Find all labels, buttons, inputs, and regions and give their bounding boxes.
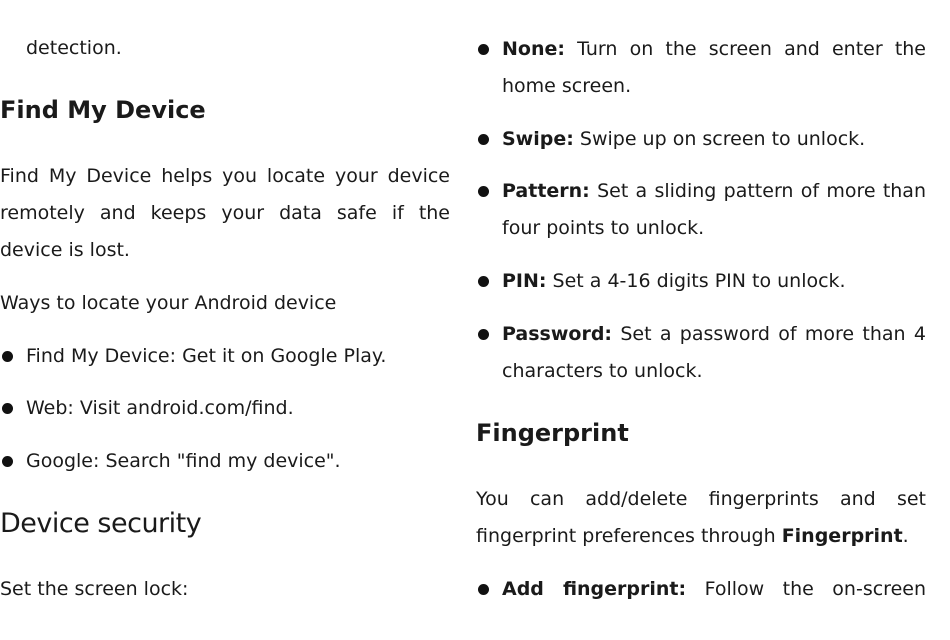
bullet-icon (478, 134, 489, 145)
screen-lock-intro: Set the screen lock: (0, 578, 189, 600)
bullet-icon (2, 456, 13, 467)
bullet-icon (478, 584, 489, 595)
fingerprint-menu-label: Fingerprint (781, 525, 903, 547)
list-item-label: Swipe: (502, 128, 574, 150)
list-item-label: Add fingerprint: (502, 578, 687, 600)
list-item-description: Set a 4-16 digits PIN to unlock. (552, 270, 846, 292)
fingerprint-paragraph-text: You can add/delete fingerprints and set fingerprint preferences through (476, 488, 926, 547)
bullet-icon (478, 44, 489, 55)
list-item-label: PIN: (502, 270, 547, 292)
list-item-text (502, 263, 926, 300)
list-item-description: Set a password of more than 4 characters to unlock. (502, 323, 926, 382)
list-item-description: Turn on the screen and enter the home screen. (502, 38, 927, 97)
list-item-text: Find My Device: Get it on Google Play. (26, 345, 387, 367)
continued-paragraph-end: detection. (26, 37, 122, 59)
list-item-text (502, 121, 926, 158)
bullet-icon (2, 351, 13, 362)
list-item-description: Set a sliding pattern of more than four points to unlock. (502, 180, 926, 239)
list-item-label: Pattern: (502, 180, 590, 202)
list-item-description: Swipe up on screen to unlock. (579, 128, 866, 150)
list-item-text (502, 31, 926, 105)
ways-to-locate-heading: Ways to locate your Android device (0, 292, 337, 314)
list-item-text (502, 571, 926, 608)
list-item-description: Follow the on-screen (704, 578, 926, 600)
fingerprint-paragraph-end: . (902, 525, 909, 547)
bullet-icon (2, 403, 13, 414)
list-item-text (502, 173, 926, 247)
fingerprint-heading: Fingerprint (476, 419, 629, 447)
list-item-text (502, 316, 926, 390)
find-my-device-paragraph: Find My Device helps you locate your device remotely and keeps your data safe if the device is lost. (0, 165, 450, 261)
list-item-text: Web: Visit android.com/find. (26, 397, 294, 419)
device-security-heading: Device security (0, 508, 202, 539)
find-my-device-heading: Find My Device (0, 96, 206, 124)
bullet-icon (478, 186, 489, 197)
bullet-icon (478, 329, 489, 340)
list-item-text: Google: Search "find my device". (26, 450, 341, 472)
list-item-label: Password: (502, 323, 613, 345)
fingerprint-paragraph (476, 481, 926, 555)
list-item-label: None: (502, 38, 565, 60)
bullet-icon (478, 276, 489, 287)
